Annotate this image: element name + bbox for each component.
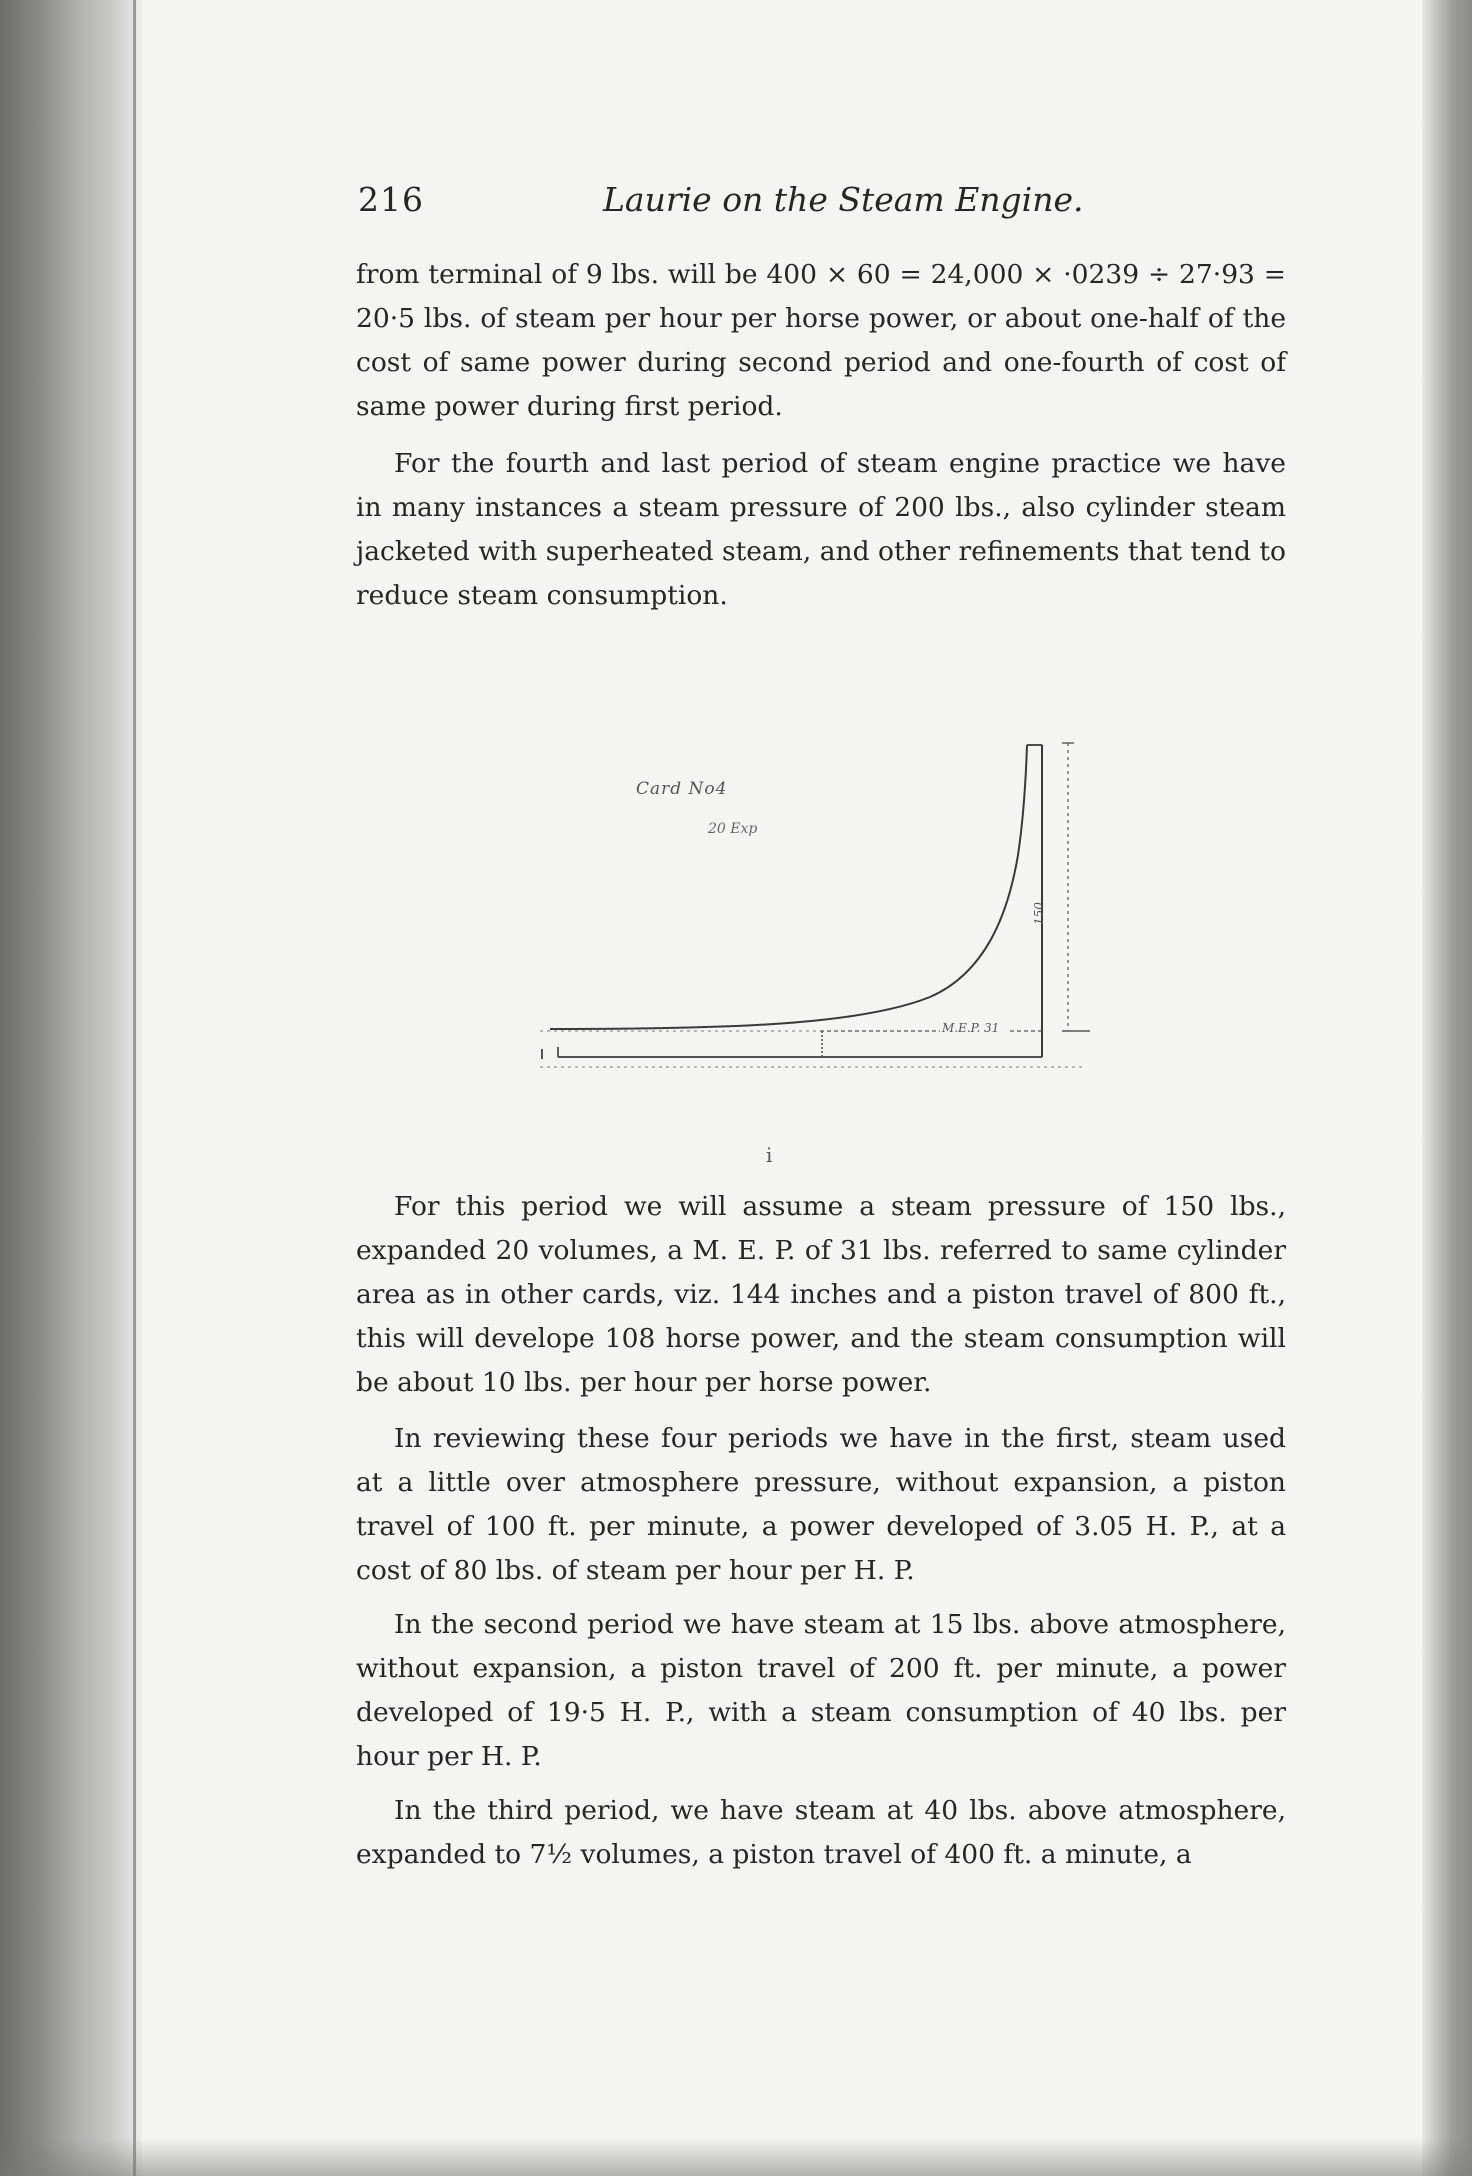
paragraph-fourth-period: For the fourth and last period of steam engine practice we have in many instances a steam pressure of 200 lbs., also cylinder steam jacketed with superheated steam, and other refinements that tend to reduce steam consumption. — [356, 448, 1286, 611]
page-bottom-shadow — [0, 2138, 1472, 2176]
indicator-card-diagram — [530, 735, 1090, 1080]
paragraph-this-period: For this period we will assume a steam pressure of 150 lbs., expanded 20 volumes, a M. E. P. of 31 lbs. referred to same cylinder area as in other cards, viz. 144 inches and a piston travel of 800 ft., this will develope 108 horse power, and the steam consumption will be about 10 lbs. per hour per horse power. — [356, 1191, 1286, 1398]
card-pressure-label: 150 — [1032, 902, 1046, 925]
card-expansion-note: 20 Exp — [708, 821, 758, 837]
page-header — [358, 180, 1278, 230]
running-head: Laurie on the Steam Engine. — [603, 180, 1084, 219]
expansion-curve — [550, 745, 1027, 1029]
stray-mark: i — [766, 1143, 773, 1167]
card-title: Card No4 — [636, 779, 728, 799]
paragraph-third-period: In the third period, we have steam at 40 lbs. above atmosphere, expanded to 7½ volumes, a piston travel of 400 ft. a minute, a — [356, 1795, 1286, 1870]
indicator-card-drawing — [530, 735, 1090, 1080]
page-number: 216 — [358, 180, 424, 219]
paragraph-reviewing: In reviewing these four periods we have in the first, steam used at a little over atmosphere pressure, without expansion, a piston travel of 100 ft. per minute, a power developed of 3.05 H. P., at a cost of 80 lbs. of steam per hour per H. P. — [356, 1423, 1286, 1586]
paragraph-continued: from terminal of 9 lbs. will be 400 × 60 = 24,000 × ·0239 ÷ 27·93 = 20·5 lbs. of steam per hour per horse power, or about one-half of the cost of same power during second period and one-fourth of cost of same power during first period. — [356, 259, 1286, 422]
paragraph-second-period: In the second period we have steam at 15 lbs. above atmosphere, without expansion, a piston travel of 200 ft. per minute, a power developed of 19·5 H. P., with a steam consumption of 40 lbs. per hour per H. P. — [356, 1609, 1286, 1772]
card-mep-label: M.E.P. 31 — [942, 1021, 1000, 1035]
page-right-edge — [1422, 0, 1472, 2176]
book-binding-edge — [0, 0, 142, 2176]
